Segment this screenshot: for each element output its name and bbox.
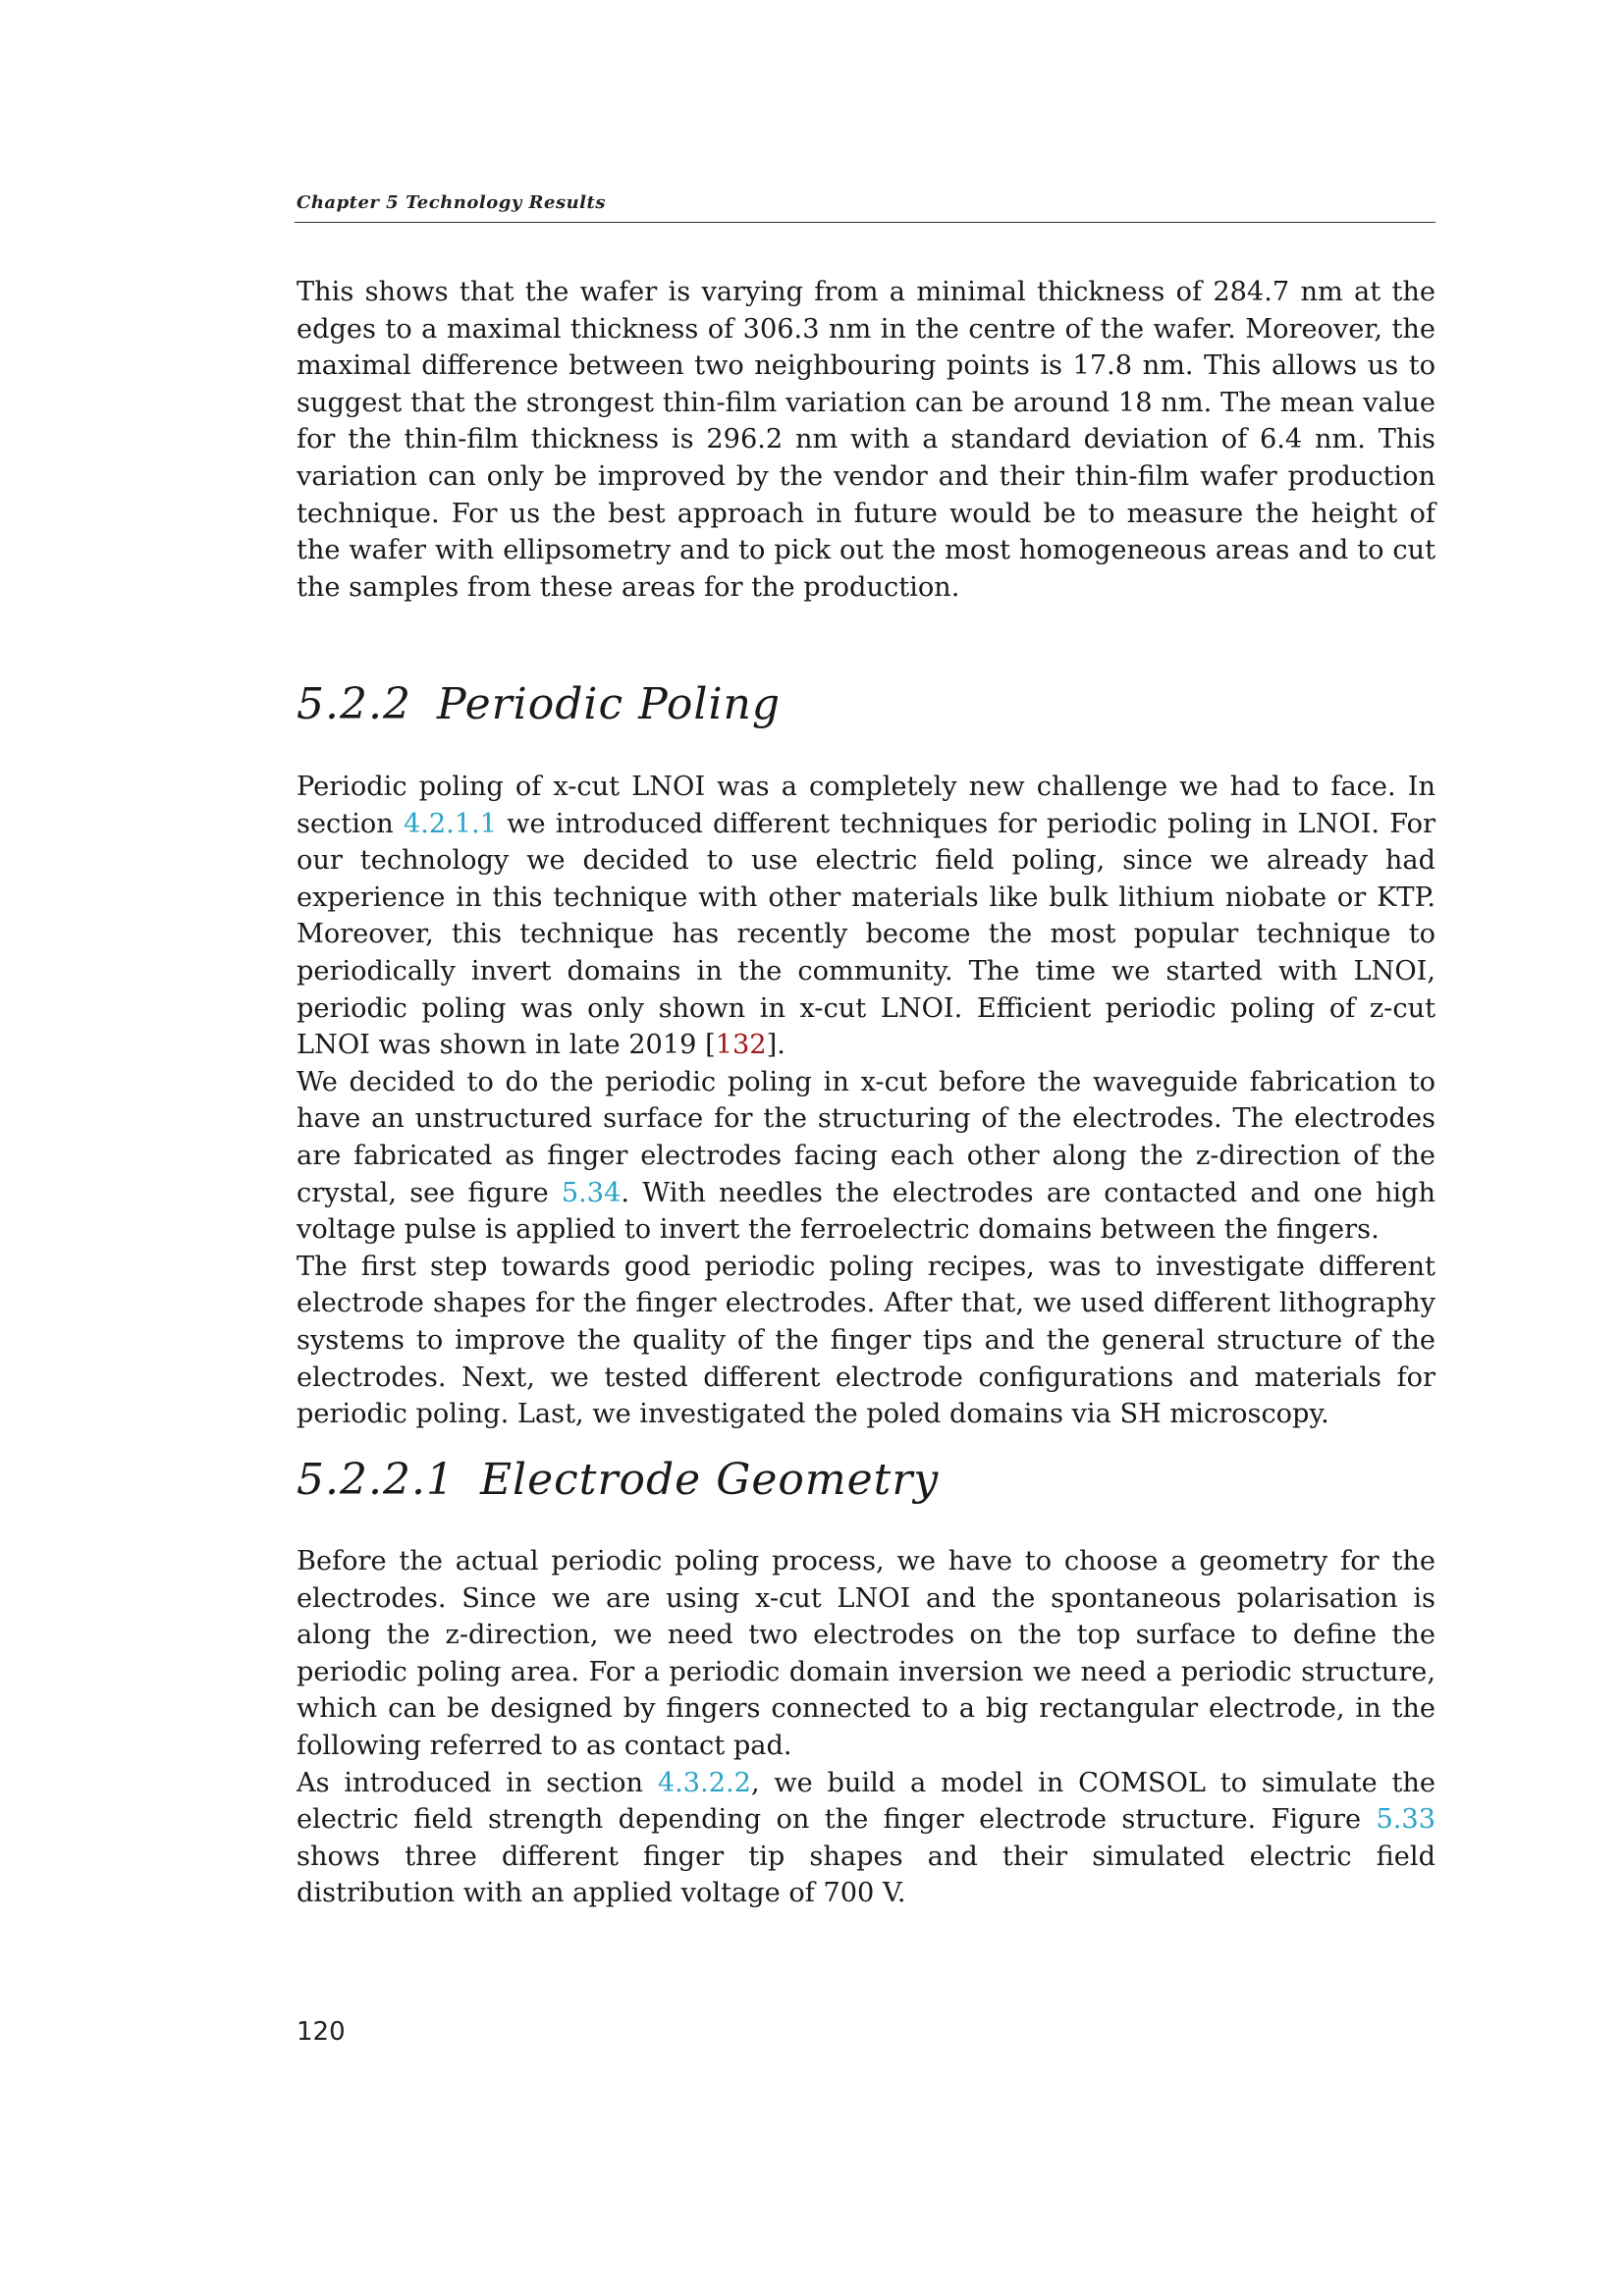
text-run: we introduced different techniques for periodic poling in LNOI. For our technology we decided to use electric field poling, since we already had experience in this technique with other materials like bulk lithium niobate or KTP. Moreover, this technique has recently become the most popular technique to periodically invert domains in the community. The time we started with LNOI, periodic poling was only shown in x-cut LNOI. Efficient periodic poling of z-cut LNOI was shown in late 2019 [ [297, 808, 1435, 1061]
periodic-poling-body [297, 769, 1435, 1433]
text-run: . With needles the electrodes are contacted and one high voltage pulse is applied to invert the ferroelectric domains between the fingers. [297, 1177, 1435, 1246]
paragraph: The first step towards good periodic poling recipes, was to investigate different electrode shapes for the finger electrodes. After that, we used different lithography systems to improve the quality of the finger tips and the general structure of the electrodes. Next, we tested different electrode configurations and materials for periodic poling. Last, we investigated the poled domains via SH microscopy. [297, 1251, 1435, 1430]
text-run: , we build a model in COMSOL to simulate the electric field strength depending on the finger electrode structure. Figure [297, 1767, 1435, 1836]
figure-link[interactable]: 5.34 [561, 1177, 622, 1208]
text-run: We decided to do the periodic poling in x-cut before the waveguide fabrication to have an unstructured surface for the structuring of the electrodes. The electrodes are fabricated as finger electrodes facing each other along the z-direction of the crystal, see figure [297, 1066, 1435, 1208]
paragraph [297, 769, 1435, 1064]
section-link[interactable]: 4.2.1.1 [403, 808, 498, 839]
paragraph: Before the actual periodic poling process, we have to choose a geometry for the electrodes. Since we are using x-cut LNOI and the spontaneous polarisation is along the z-direction, we need two electrodes on the top surface to define the periodic poling area. For a periodic domain inversion we need a periodic structure, which can be designed by fingers connected to a big rectangular electrode, in the following referred to as contact pad. [297, 1546, 1435, 1761]
intro-paragraph: This shows that the wafer is varying from a minimal thickness of 284.7 nm at the edges to a maximal thickness of 306.3 nm in the centre of the wafer. Moreover, the maximal difference between two neighbouring points is 17.8 nm. This allows us to suggest that the strongest thin-film variation can be around 18 nm. The mean value for the thin-film thickness is 296.2 nm with a standard deviation of 6.4 nm. This variation can only be improved by the vendor and their thin-film wafer production technique. For us the best approach in future would be to measure the height of the wafer with ellipsometry and to pick out the most homogeneous areas and to cut the samples from these areas for the production. [297, 277, 1435, 603]
running-title: Chapter 5 Technology Results [297, 192, 606, 213]
section-link[interactable]: 4.3.2.2 [657, 1767, 751, 1798]
figure-link[interactable]: 5.33 [1376, 1804, 1435, 1836]
section-number: 5.2.2 [297, 679, 411, 729]
page-number: 120 [297, 2017, 346, 2047]
running-header [295, 192, 1435, 223]
section-number: 5.2.2.1 [297, 1455, 455, 1505]
section-heading-5-2-2 [297, 679, 781, 729]
section-heading-5-2-2-1 [297, 1455, 939, 1505]
text-run: As introduced in section [297, 1767, 658, 1798]
citation-link[interactable]: 132 [715, 1030, 767, 1061]
section-title: Electrode Geometry [479, 1455, 940, 1505]
section-title: Periodic Poling [436, 679, 782, 729]
text-run: Periodic poling of x-cut LNOI was a completely new challenge we had to face. In section [297, 772, 1435, 839]
text-run: shows three different finger tip shapes and their simulated electric field distribution with an applied voltage of 700 V. [297, 1841, 1435, 1909]
electrode-geometry-body [297, 1543, 1435, 1912]
text-run: ]. [766, 1030, 785, 1061]
intro-paragraph-block [297, 274, 1435, 606]
paragraph [297, 1064, 1435, 1249]
paragraph [297, 1765, 1435, 1912]
